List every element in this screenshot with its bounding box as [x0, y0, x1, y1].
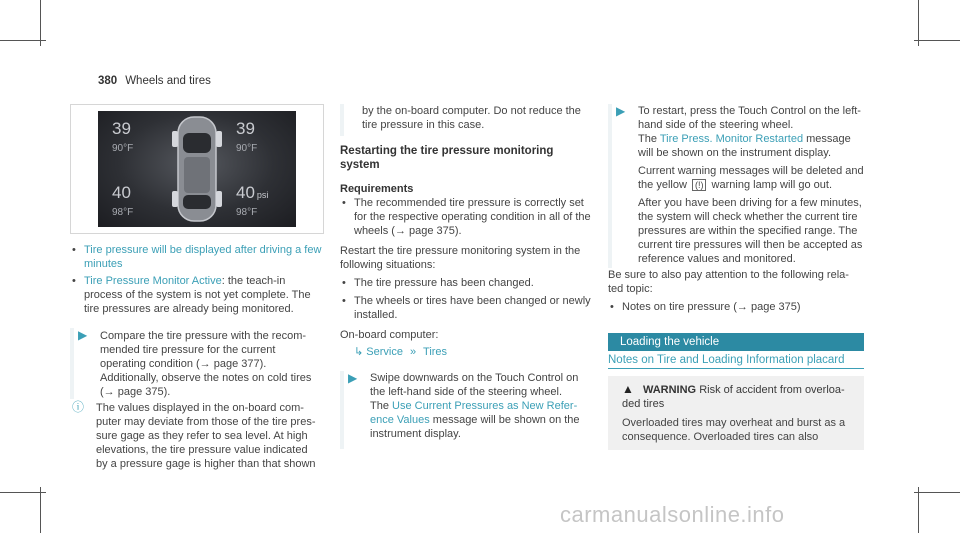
- subsection-heading: Notes on Tire and Loading Information placard: [608, 354, 864, 369]
- front-right-temp: 90°F: [236, 143, 258, 154]
- list-item: • The tire pressure has been changed.: [340, 276, 596, 290]
- warning-body: Overloaded tires may overheat and burst as a consequence. Overloaded tires can also: [622, 417, 846, 443]
- onboard-computer-label: On-board computer:: [340, 329, 439, 341]
- crop-mark: [914, 492, 960, 493]
- warning-risk: Risk of accident from overloa-ded tires: [622, 384, 845, 410]
- step-text-suffix: message will be shown on the instrument display.: [638, 133, 851, 159]
- warning-content: [622, 382, 852, 411]
- column-2: [340, 104, 596, 449]
- step-text: Swipe downwards on the Touch Control on the left-hand side of the steering wheel.: [370, 372, 579, 398]
- page-title: Wheels and tires: [125, 75, 211, 87]
- rear-right-pressure: [236, 183, 268, 203]
- tire-pressure-message-link[interactable]: Tire pressure will be displayed after driving a few minutes: [84, 244, 322, 270]
- requirements-heading: Requirements: [340, 183, 414, 195]
- warning-triangle-icon: ▲: [622, 382, 634, 396]
- front-right-pressure: 39: [236, 119, 255, 138]
- rear-right-temp: 98°F: [236, 207, 258, 218]
- warning-text: [638, 164, 864, 192]
- menu-arrow-icon: ↳: [354, 346, 364, 358]
- rear-left-pressure: 40: [112, 183, 131, 202]
- step-arrow-icon: ▶: [616, 104, 626, 118]
- monitor-restarted-link[interactable]: Tire Press. Monitor Restarted: [659, 133, 804, 145]
- info-icon: ⓘ: [72, 400, 85, 414]
- monitor-active-link[interactable]: Tire Pressure Monitor Active: [84, 275, 222, 287]
- instrument-display: [98, 111, 296, 227]
- note-text: The values displayed in the on-board com-puter may deviate from those of the tire pres-sure gage as they refer to sea level. At high elevations, the tire pressure value indicated by a pressure gage is higher than that shown: [96, 402, 316, 470]
- list-item: • The wheels or tires have been changed or newly installed.: [340, 294, 596, 322]
- front-left-temp: 90°F: [112, 143, 134, 154]
- warning-text-a: Current warning messages will be deleted and the yellow: [638, 165, 864, 191]
- use-current-pressures-link[interactable]: Use Current Pressures as New Refer-ence Values: [370, 400, 578, 426]
- list-item: • The recommended tire pressure is correctly set for the respective operating condition in all of the wheels (→ page 375).: [340, 196, 596, 238]
- watermark: carmanualsonline.info: [560, 502, 785, 527]
- related-topic[interactable]: • Notes on tire pressure (→ page 375): [608, 300, 864, 314]
- pressure-unit: psi: [256, 190, 269, 200]
- restart-text: Restart the tire pressure monitoring system in the following situations:: [340, 245, 581, 271]
- list-item: [70, 274, 322, 316]
- column-3: [608, 104, 864, 314]
- chevron-right-icon: »: [410, 346, 417, 358]
- menu-service[interactable]: Service: [366, 346, 403, 358]
- menu-path: [340, 345, 596, 359]
- step-text-prefix: The: [370, 400, 393, 412]
- instruction-step: [608, 104, 864, 268]
- instruction-step: [340, 371, 596, 449]
- continued-text: by the on-board computer. Do not reduce the tire pressure in this case.: [340, 104, 596, 136]
- tire-pressure-figure: [70, 104, 324, 234]
- menu-tires[interactable]: Tires: [423, 346, 448, 358]
- step-arrow-icon: ▶: [78, 328, 88, 342]
- note: [70, 401, 322, 471]
- tire-warning-lamp-icon: (!): [692, 179, 707, 191]
- warning-box: [608, 376, 864, 450]
- step-text: To restart, press the Touch Control on the left-hand side of the steering wheel.: [638, 105, 861, 131]
- step-detail: After you have been driving for a few minutes, the system will check whether the current tire pressures are within the specified range. The current tire pressures will then be accepted as reference values and monitored.: [638, 197, 863, 265]
- warning-text-b: warning lamp will go out.: [711, 179, 832, 191]
- warning-label: WARNING: [642, 384, 697, 396]
- crop-mark: [914, 40, 960, 41]
- crop-mark: [0, 492, 46, 493]
- page-header: [98, 75, 211, 87]
- front-left-pressure: 39: [112, 119, 131, 138]
- crop-mark: [0, 40, 46, 41]
- attention-text: Be sure to also pay attention to the following rela-ted topic:: [608, 269, 849, 295]
- step-arrow-icon: ▶: [348, 371, 358, 385]
- list-item: [70, 243, 322, 271]
- crop-mark: [918, 487, 919, 533]
- page-number: 380: [98, 75, 118, 87]
- section-heading-bar: Loading the vehicle: [608, 333, 864, 351]
- rear-right-pressure-value: 40: [236, 183, 255, 202]
- step-text: Compare the tire pressure with the recom-mended tire pressure for the current operating condition (→ page 377). Additionally, observe the notes on cold tires (→ page 375).: [100, 330, 312, 398]
- crop-mark: [40, 487, 41, 533]
- column-1: [70, 243, 322, 471]
- section-heading: Restarting the tire pressure monitoring system: [340, 145, 554, 171]
- step-text-prefix: The: [638, 133, 660, 145]
- step-text-suffix: message will be shown on the instrument display.: [370, 414, 580, 440]
- instruction-step: [70, 328, 322, 399]
- list-item-text: : the teach-in process of the system is not yet complete. The tire pressures are already being monitored.: [84, 275, 311, 315]
- rear-left-temp: 98°F: [112, 207, 134, 218]
